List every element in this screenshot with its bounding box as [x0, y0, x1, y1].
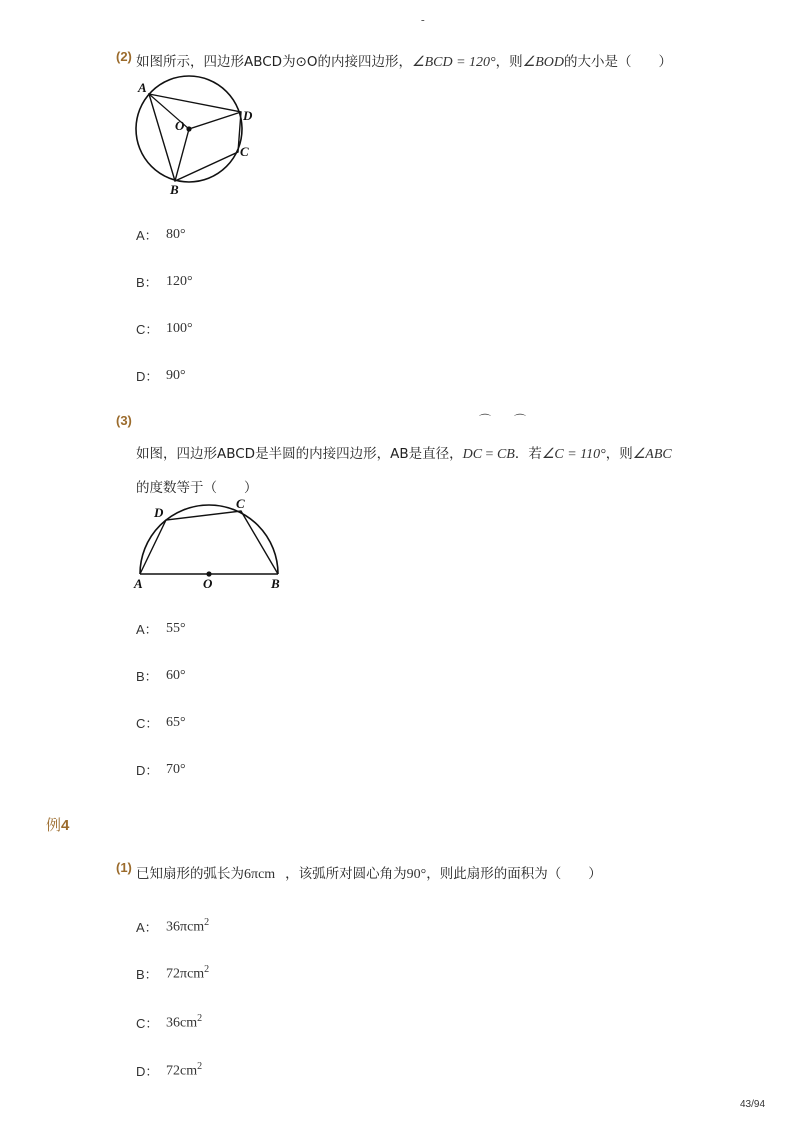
label-d: D — [154, 505, 164, 520]
label-a: A — [138, 80, 147, 95]
option-value: 72cm — [166, 1063, 198, 1079]
option-d[interactable] — [166, 1061, 202, 1080]
page-number: 43/94 — [740, 1099, 766, 1110]
semicircle-figure — [128, 496, 288, 596]
question-text — [136, 442, 672, 463]
label-o: O — [175, 118, 185, 133]
example-number: 4 — [61, 817, 70, 834]
math-expression: CB — [496, 447, 515, 462]
question-text-part: ，则 — [605, 446, 633, 462]
math-expression: 6πcm — [244, 867, 276, 882]
arc-mark-dc: ⌒ — [479, 413, 492, 427]
quadrilateral-abcd — [149, 94, 241, 181]
option-b[interactable]: 60° — [166, 668, 186, 683]
superscript: 2 — [204, 917, 210, 928]
option-letter: C： — [136, 716, 159, 731]
example-prefix: 例 — [46, 816, 62, 834]
label-c: C — [236, 496, 245, 511]
question-text — [136, 862, 602, 883]
option-letter: A： — [136, 920, 158, 935]
question-text-part: ，则此扇形的面积为（ ） — [426, 866, 602, 882]
question-text-part: 已知扇形的弧长为 — [136, 866, 244, 882]
question-text-part: 如图，四边形ABCD是半圆的内接四边形，AB是直径， — [136, 446, 463, 462]
math-expression: ∠C = 110° — [541, 447, 606, 462]
question-text-part: ，则 — [495, 54, 523, 70]
option-d[interactable]: 70° — [166, 762, 186, 777]
option-letter: C： — [136, 322, 159, 337]
option-b[interactable]: 120° — [166, 274, 193, 289]
option-value: 36cm — [166, 1015, 198, 1031]
example-heading — [46, 814, 69, 835]
option-d[interactable]: 90° — [166, 368, 186, 383]
center-point — [186, 126, 191, 131]
option-value: 36πcm — [166, 919, 205, 935]
label-c: C — [240, 144, 249, 159]
arc-mark-cb: ⌒ — [514, 413, 527, 427]
radii-od-ob — [175, 112, 241, 181]
option-letter: C： — [136, 1016, 159, 1031]
option-letter: A： — [136, 622, 158, 637]
option-letter: B： — [136, 669, 158, 684]
circle-quadrilateral-figure — [128, 74, 268, 202]
option-letter: A： — [136, 228, 158, 243]
option-b[interactable] — [166, 964, 209, 983]
math-expression: ∠BCD = 120° — [412, 55, 496, 70]
option-c[interactable]: 100° — [166, 321, 193, 336]
superscript: 2 — [197, 1013, 203, 1024]
question-number: (2) — [116, 49, 132, 64]
question-text-part: ．若 — [514, 446, 542, 462]
option-a[interactable] — [166, 917, 209, 936]
question-number: (3) — [116, 413, 132, 428]
math-expression: = — [482, 447, 497, 462]
math-expression: ∠ABC — [632, 447, 672, 462]
option-a[interactable]: 55° — [166, 621, 186, 636]
label-a: A — [134, 576, 143, 591]
question-text-line2: 的度数等于（ ） — [136, 480, 258, 496]
label-o: O — [203, 576, 213, 591]
option-a[interactable]: 80° — [166, 227, 186, 242]
option-letter: B： — [136, 967, 158, 982]
label-b: B — [170, 182, 179, 197]
label-d: D — [243, 108, 253, 123]
question-number: (1) — [116, 860, 132, 875]
option-c[interactable]: 65° — [166, 715, 186, 730]
superscript: 2 — [204, 964, 210, 975]
option-value: 72πcm — [166, 966, 205, 982]
option-letter: D： — [136, 763, 159, 778]
math-expression: ∠BOD — [522, 55, 564, 70]
label-b: B — [271, 576, 280, 591]
quadrilateral-abcd — [140, 511, 278, 574]
option-letter: B： — [136, 275, 158, 290]
option-letter: D： — [136, 1064, 159, 1079]
question-text-part: ，该弧所对圆心角为 — [285, 866, 407, 882]
question-text-part: 如图所示，四边形ABCD为⊙O的内接四边形， — [136, 54, 413, 70]
math-expression: DC — [462, 447, 483, 462]
superscript: 2 — [197, 1061, 203, 1072]
option-c[interactable] — [166, 1013, 202, 1032]
question-text — [136, 50, 672, 71]
question-text-part: 的大小是（ ） — [563, 54, 672, 70]
option-letter: D： — [136, 369, 159, 384]
math-expression: 90° — [406, 867, 427, 882]
header-mark: - — [421, 14, 425, 26]
